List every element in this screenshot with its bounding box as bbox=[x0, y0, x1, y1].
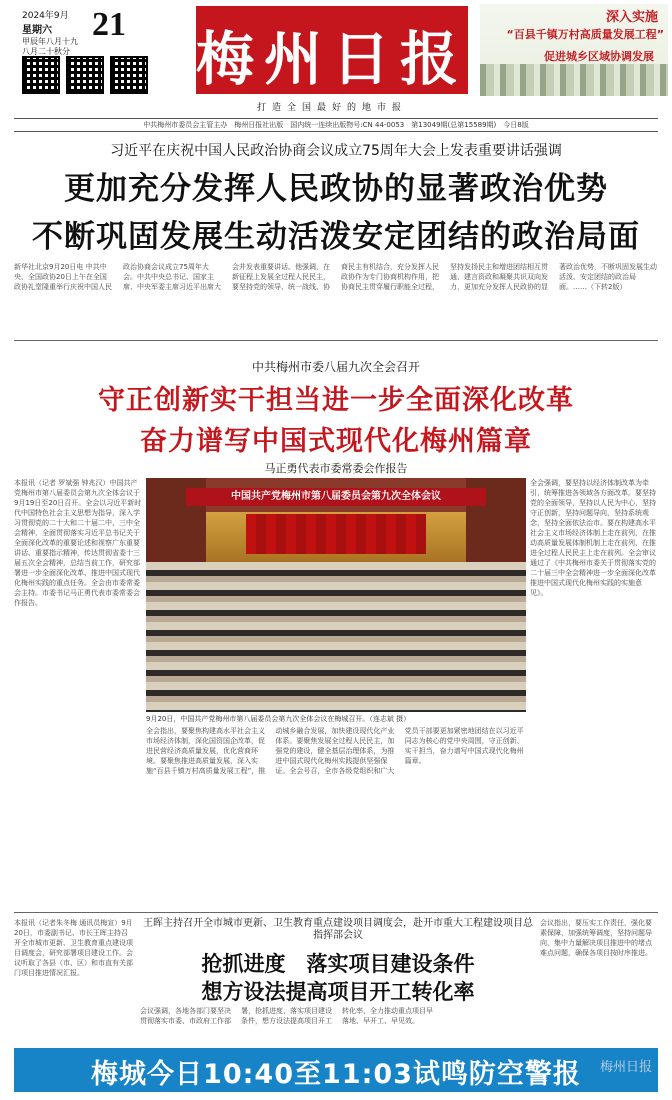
photo-audience bbox=[146, 562, 526, 712]
story3-headline-1[interactable]: 抢抓进度 落实项目建设条件 bbox=[201, 951, 475, 976]
qr-code-icon[interactable] bbox=[22, 56, 60, 94]
photo-banner: 中国共产党梅州市第八届委员会第九次全体会议 bbox=[186, 488, 486, 506]
story1-headline-1[interactable]: 更加充分发挥人民政协的显著政治优势 bbox=[64, 171, 608, 207]
story2-headline-1[interactable]: 守正创新实干担当进一步全面深化改革 bbox=[98, 385, 574, 416]
date-weekday: 星期六 bbox=[22, 25, 52, 36]
qr-code-icon[interactable] bbox=[110, 56, 148, 94]
lunar-date: 甲辰年八月十九 bbox=[22, 37, 78, 46]
promo-line-1: 深入实施 bbox=[605, 10, 658, 25]
story3-body-right: 会议指出，要压实工作责任，强化要素保障，加强统筹调度，坚持问题导向，集中力量解决项目推进中的堵点难点问题，确保各项目按时序推进。 bbox=[540, 919, 652, 957]
date-day: 21 bbox=[92, 6, 126, 43]
newspaper-logo bbox=[196, 6, 468, 94]
publication-info-bar: 中共梅州市委员会主管主办 梅州日报社出版 国内统一连续出版物号:CN 44-0053 第13049期(总第15589期) 今日8版 bbox=[14, 118, 658, 132]
story3-headline-2[interactable]: 想方设法提高项目开工转化率 bbox=[201, 979, 475, 1004]
newspaper-title: 梅州日报 bbox=[196, 25, 469, 93]
story2-body-left: 本报讯（记者 罗斌强 钟兆汉）中国共产党梅州市第八届委员会第九次全体会议于9月19日至20日召开。全会以习近平新时代中国特色社会主义思想为指导，深入学习贯彻党的二十大和二十届二中、三中全会精神，全面贯彻落实习近平总书记关于全面深化改革的重要论述和视察广东重要讲话、重要指示精神，传达贯彻省委十三届五次全会精神，总结当前工作，研究部署进一步全面深化改革、推进中国式现代化梅州实践的重点任务。全会由市委常委会主持。市委书记马正勇代表市委常委会作报告。 bbox=[14, 479, 142, 607]
story2-headline-2[interactable]: 奋力谱写中国式现代化梅州篇章 bbox=[140, 426, 532, 457]
newspaper-slogan: 打造全国最好的地市报 bbox=[256, 103, 407, 113]
date-year: 2024年9月 bbox=[22, 11, 69, 21]
air-raid-notice-banner[interactable] bbox=[14, 1048, 658, 1092]
story3-body-left: 本报讯（记者朱冬梅 通讯员梅宣）9月20日，市委副书记、市长王晖主持召开全市城市更新、卫生教育重点建设项目调度会，研究部署项目建设工作。会议听取了各县（市、区）和市直有关部门项目推进情况汇报。 bbox=[14, 919, 133, 977]
divider bbox=[14, 912, 658, 913]
banner-text: 梅城今日10:40至11:03试鸣防空警报 bbox=[91, 1059, 581, 1090]
solar-term: 八月二十秋分 bbox=[22, 47, 70, 56]
story2-subhead: 马正勇代表市委常委会作报告 bbox=[264, 462, 408, 475]
story1-body: 新华社北京9月20日电 中共中央、全国政协20日上午在全国政协礼堂隆重举行庆祝中国人民政治协商会议成立75周年大会。中共中央总书记、国家主席、中央军委主席习近平出席大会并发表重要讲话。他强调，在新征程上发展全过程人民民主，要坚持党的领导、统一战线、协商民主有机结合，充分发挥人民政协作为专门协商机构作用，把协商民主贯穿履行职能全过程，坚持发扬民主和增进团结相互贯通、建言资政和凝聚共识双向发力，更加充分发挥人民政协的显著政治优势，不断巩固发展生动活泼、安定团结的政治局面。……（下转2版） bbox=[14, 263, 657, 291]
story2-body-right: 全会强调，要坚持以经济体制改革为牵引，统筹推进各领域各方面改革。要坚持党的全面领导，坚持以人民为中心，坚持守正创新，坚持问题导向，坚持系统观念，坚持全面依法治市。要在构建高水平社会主义市场经济体制上走在前列，在推动高质量发展体制机制上走在前列，在推进全过程人民民主上走在前列。全会审议通过了《中共梅州市委关于贯彻落实党的二十届三中全会精神进一步全面深化改革推进中国式现代化梅州实践的实施意见》。 bbox=[530, 479, 656, 597]
promo-box[interactable] bbox=[480, 4, 668, 96]
qr-code-icon[interactable] bbox=[66, 56, 104, 94]
story2-kicker: 中共梅州市委八届九次全会召开 bbox=[251, 360, 420, 374]
story1-kicker: 习近平在庆祝中国人民政治协商会议成立75周年大会上发表重要讲话强调 bbox=[110, 143, 562, 159]
story2-body-center: 全会指出，要聚焦构建高水平社会主义市场经济体制，深化国资国企改革，促进民营经济高质量发展，优化营商环境。要聚焦推进高质量发展，深入实施“百县千镇万村高质量发展工程”，推动城乡融合发展，加快建设现代化产业体系。要聚焦发展全过程人民民主，加强党的建设，健全基层治理体系，为推进中国式现代化梅州实践提供坚强保证。全会号召，全市各级党组织和广大党员干部要更加紧密地团结在以习近平同志为核心的党中央周围，守正创新、实干担当，奋力谱写中国式现代化梅州篇章。 bbox=[146, 727, 524, 775]
masthead bbox=[0, 0, 672, 118]
divider bbox=[14, 340, 658, 341]
story3-body-center: 会议强调，各地各部门要坚决贯彻落实市委、市政府工作部署，抢抓进度，落实项目建设条件，想方设法提高项目开工转化率，全力推动重点项目早落地、早开工、早见效。 bbox=[140, 1007, 433, 1025]
promo-illustration bbox=[480, 64, 668, 96]
story1-headline-2[interactable]: 不断巩固发展生动活泼安定团结的政治局面 bbox=[32, 219, 640, 255]
watermark: 梅州日报 bbox=[600, 1060, 653, 1075]
meeting-photo[interactable] bbox=[146, 478, 526, 712]
photo-flags bbox=[246, 514, 426, 554]
story3-kicker: 王晖主持召开全市城市更新、卫生教育重点建设项目调度会，赴开市重大工程建设项目总指挥部会议 bbox=[143, 918, 533, 941]
promo-line-3: 促进城乡区域协调发展 bbox=[544, 50, 654, 63]
promo-line-2: “百县千镇万村高质量发展工程” bbox=[506, 28, 664, 41]
photo-caption: 9月20日，中国共产党梅州市第八届委员会第九次全体会议在梅城召开。（连志斌 摄） bbox=[146, 715, 411, 723]
